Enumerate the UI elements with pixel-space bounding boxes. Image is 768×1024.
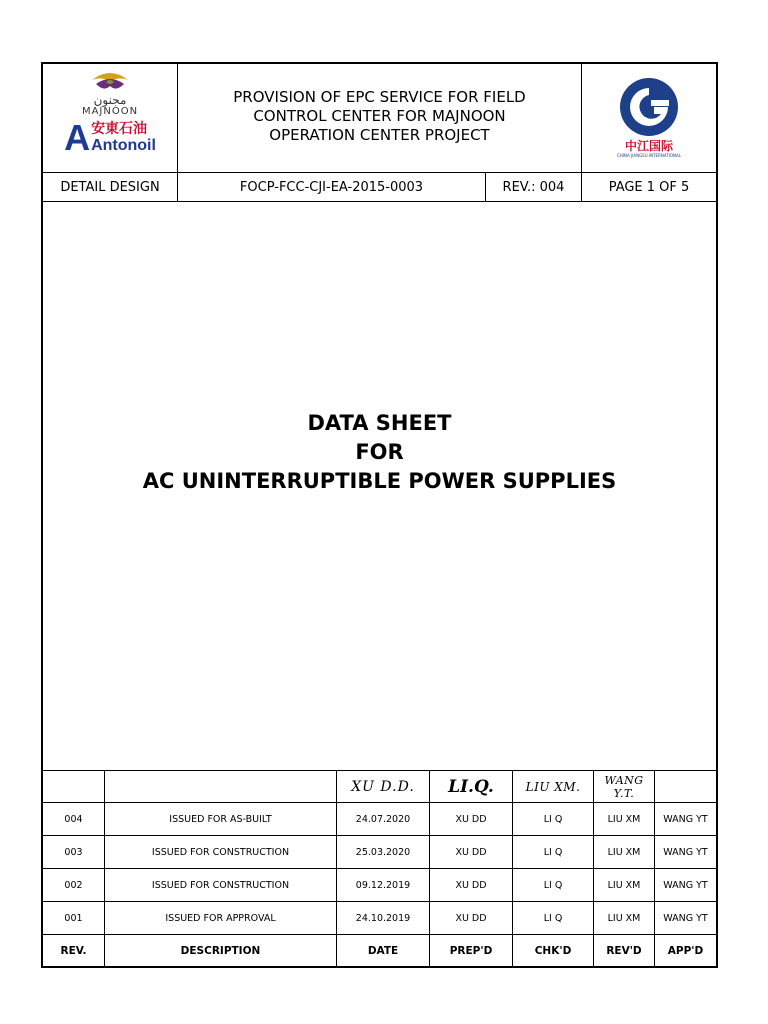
majnoon-emblem-icon (88, 70, 132, 94)
table-cell-description: ISSUED FOR CONSTRUCTION (151, 879, 290, 891)
info-row-divider (43, 201, 716, 202)
cji-chinese-text: 中江国际 (624, 139, 673, 153)
design-stage: DETAIL DESIGN (60, 179, 160, 195)
table-cell-date: 25.03.2020 (355, 846, 411, 858)
table-cell-checked: LI Q (543, 912, 563, 924)
table-cell-approved: WANG YT (663, 912, 708, 924)
contractor-logo (582, 64, 716, 172)
column-header-rev: REV. (60, 944, 87, 957)
signature-prepared: XU D.D. (351, 778, 415, 795)
column-header-checked: CHK'D (534, 944, 572, 957)
antonoil-chinese-text: 安東石油 (91, 121, 148, 137)
column-header-date: DATE (367, 944, 399, 957)
project-title-line: CONTROL CENTER FOR MAJNOON (253, 107, 506, 125)
document-title-line: FOR (355, 439, 404, 464)
table-cell-description: ISSUED FOR AS-BUILT (169, 813, 272, 825)
column-header-description: DESCRIPTION (180, 944, 261, 957)
table-cell-description: ISSUED FOR CONSTRUCTION (151, 846, 290, 858)
table-cell-description: ISSUED FOR APPROVAL (165, 912, 276, 924)
column-header-approved: APP'D (667, 944, 704, 957)
table-cell-approved: WANG YT (663, 813, 708, 825)
signature-reviewed: LIU XM. (525, 779, 581, 794)
table-cell-prepared: XU DD (455, 813, 487, 825)
table-cell-reviewed: LIU XM (607, 879, 641, 891)
document-frame (41, 62, 718, 968)
table-cell-reviewed: LIU XM (607, 912, 641, 924)
document-title-line: AC UNINTERRUPTIBLE POWER SUPPLIES (142, 468, 617, 493)
table-cell-rev: 003 (64, 846, 83, 858)
majnoon-text: MAJNOON (81, 106, 139, 117)
table-cell-checked: LI Q (543, 879, 563, 891)
table-cell-prepared: XU DD (455, 846, 487, 858)
page-indicator: PAGE 1 OF 5 (608, 179, 690, 195)
document-title (43, 404, 716, 500)
project-title (178, 64, 581, 172)
antonoil-brand-text: Antonoil (91, 137, 156, 154)
project-title-line: OPERATION CENTER PROJECT (269, 126, 490, 144)
cji-emblem-icon (618, 76, 680, 138)
project-title-line: PROVISION OF EPC SERVICE FOR FIELD (233, 88, 526, 106)
table-cell-rev: 001 (64, 912, 83, 924)
table-cell-prepared: XU DD (455, 879, 487, 891)
table-cell-reviewed: LIU XM (607, 846, 641, 858)
table-cell-checked: LI Q (543, 813, 563, 825)
table-cell-prepared: XU DD (455, 912, 487, 924)
table-cell-approved: WANG YT (663, 879, 708, 891)
column-header-prepared: PREP'D (449, 944, 493, 957)
table-cell-approved: WANG YT (663, 846, 708, 858)
column-header-reviewed: REV'D (606, 944, 642, 957)
table-cell-reviewed: LIU XM (607, 813, 641, 825)
table-cell-checked: LI Q (543, 846, 563, 858)
signature-checked: LI.Q. (448, 776, 494, 797)
document-number: FOCP-FCC-CJI-EA-2015-0003 (239, 179, 424, 195)
table-cell-rev: 004 (64, 813, 83, 825)
antonoil-logo: A 安東石油 Antonoil (64, 117, 156, 158)
revision-number: REV.: 004 (502, 179, 565, 195)
document-title-line: DATA SHEET (307, 410, 452, 435)
majnoon-arabic-text: مجنون (93, 93, 127, 107)
client-logo (43, 64, 177, 172)
cji-english-text: CHINA JIANGSU INTERNATIONAL (617, 153, 681, 158)
table-cell-date: 24.10.2019 (355, 912, 411, 924)
table-cell-date: 09.12.2019 (355, 879, 411, 891)
table-cell-rev: 002 (64, 879, 83, 891)
signature-approved: WANG Y.T. (604, 773, 644, 800)
table-cell-date: 24.07.2020 (355, 813, 411, 825)
